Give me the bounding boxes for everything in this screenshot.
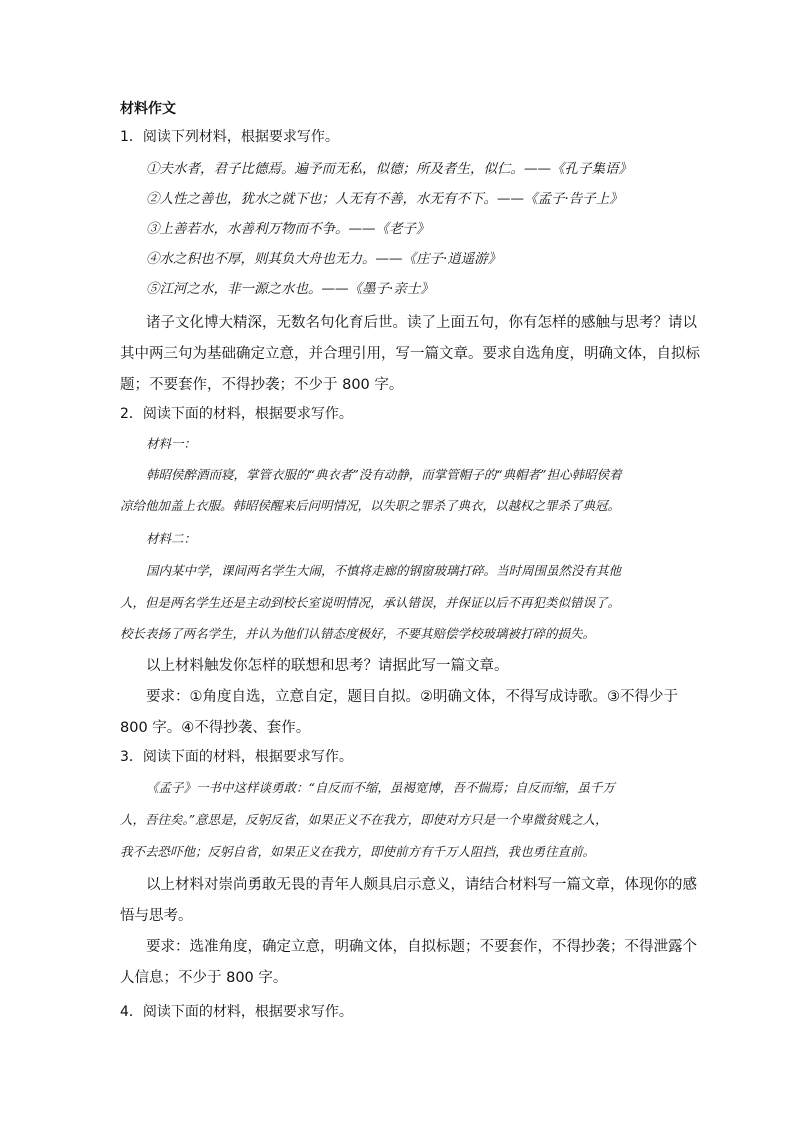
q1-instruction-line: 其中两三句为基础确定立意，并合理引用，写一篇文章。要求自选角度，明确文体，自拟标 [120,346,700,362]
quote-3: ③上善若水，水善利万物而不争。——《老子》 [146,221,430,237]
q1-instruction-line: 诸子文化博大精深，无数名句化育后世。读了上面五句，你有怎样的感触与思考？请以 [146,315,697,331]
q3-material-line: 人，吾往矣。”意思是，反躬反省，如果正义不在我方，即使对方只是一个卑微贫贱之人， [120,812,608,827]
material-2-line: 人，但是两名学生还是主动到校长室说明情况，承认错误，并保证以后不再犯类似错误了。 [120,595,621,610]
q3-instruction-line: 悟与思考。 [120,908,193,924]
q2-instruction-line: 以上材料触发你怎样的联想和思考？请据此写一篇文章。 [146,658,509,674]
q3-material-line: 《孟子》一书中这样谈勇敢：“自反而不缩，虽褐宽博，吾不惴焉；自反而缩，虽千万 [146,780,615,795]
q2-instruction-line: 要求：①角度自选，立意自定，题目自拟。②明确文体，不得写成诗歌。③不得少于 [146,689,678,705]
question-2-prompt: 2．阅读下面的材料，根据要求写作。 [120,406,353,422]
question-3-prompt: 3．阅读下面的材料，根据要求写作。 [120,749,353,765]
section-title: 材料作文 [120,101,176,117]
quote-2: ②人性之善也，犹水之就下也；人无有不善，水无有不下。——《孟子·告子上》 [146,191,623,207]
question-4-prompt: 4．阅读下面的材料，根据要求写作。 [120,1004,353,1020]
q3-material-line: 我不去恐吓他；反躬自省，如果正义在我方，即使前方有千万人阻挡，我也勇往直前。 [120,844,596,859]
q3-instruction-line: 人信息；不少于 800 字。 [120,970,288,986]
q1-instruction-line: 题；不要套作，不得抄袭；不少于 800 字。 [120,377,404,393]
quote-1: ①夫水者，君子比德焉。遍予而无私，似德；所及者生，似仁。——《孔子集语》 [146,161,632,177]
material-1-label: 材料一： [146,436,197,451]
question-1-prompt: 1．阅读下列材料，根据要求写作。 [120,129,339,145]
material-1-line: 凉给他加盖上衣服。韩昭侯醒来后问明情况，以失职之罪杀了典衣，以越权之罪杀了典冠。 [120,498,621,513]
q3-instruction-line: 以上材料对崇尚勇敢无畏的青年人颇具启示意义，请结合材料写一篇文章，体现你的感 [146,877,697,893]
material-1-line: 韩昭侯醉酒而寝，掌管衣服的“典衣者”没有动静，而掌管帽子的“典帽者”担心韩昭侯着 [146,467,622,482]
material-2-line: 校长表扬了两名学生，并认为他们认错态度极好，不要其赔偿学校玻璃被打碎的损失。 [120,626,596,641]
material-2-line: 国内某中学，课间两名学生大闹，不慎将走廊的钢窗玻璃打碎。当时周围虽然没有其他 [146,563,622,578]
quote-5: ⑤江河之水，非一源之水也。——《墨子·亲士》 [146,281,434,297]
q2-instruction-line: 800 字。④不得抄袭、套作。 [120,720,311,736]
q3-instruction-line: 要求：选准角度，确定立意，明确文体，自拟标题；不要套作，不得抄袭；不得泄露个 [146,939,697,955]
quote-4: ④水之积也不厚，则其负大舟也无力。——《庄子·逍遥游》 [146,251,502,267]
material-2-label: 材料二： [146,531,197,546]
